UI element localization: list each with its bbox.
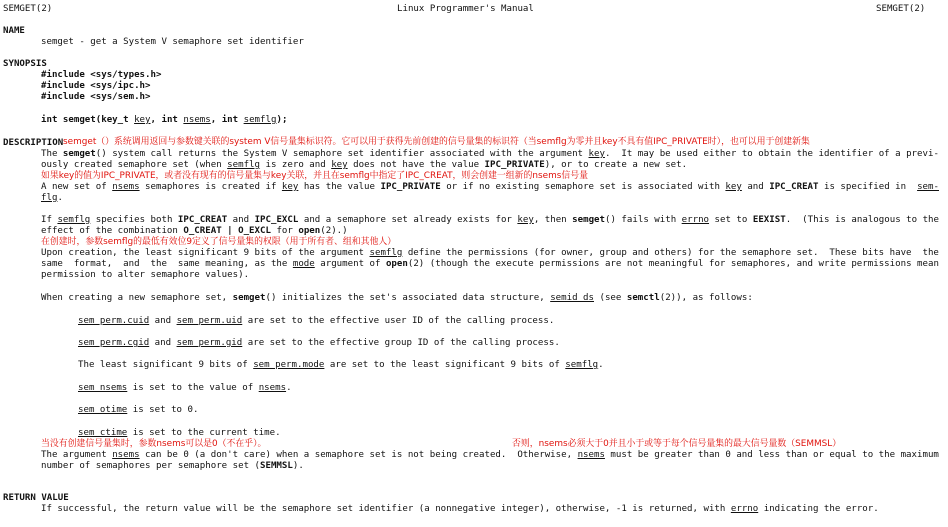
list-item: sem_perm.cgid and sem_perm.gid are set to the effective group ID of the calling process. [78, 338, 560, 348]
desc-p4-line2: same format, and the same meaning, as the mode argument of open(2) (though the execute permissions are not meaningful for semaphores, and write permissions mean [41, 259, 939, 269]
synopsis-heading: SYNOPSIS [3, 59, 47, 69]
include-ipc: #include <sys/ipc.h> [41, 81, 151, 91]
header-left: SEMGET(2) [3, 4, 53, 14]
desc-p3-line2: effect of the combination O_CREAT | O_EXCL for open(2).) [41, 226, 348, 236]
annotation-1: semget（）系统调用返回与参数键关联的system V信号量集标识符。它可以用于获得先前创建的信号量集的标识符（当semflg为零并且key不具有值IPC_PRIVATE时），也可以用于创建新集 [63, 137, 810, 147]
annotation-3: 在创建时，参数semflg的最低有效位9定义了信号量集的权限（用于所有者、组和其他人） [41, 237, 397, 247]
desc-p6-line2: number of semaphores per semaphore set (SEMMSL). [41, 461, 304, 471]
list-item: sem_nsems is set to the value of nsems. [78, 383, 292, 393]
desc-p1-line1: The semget() system call returns the System V semaphore set identifier associated with the argument key. It may be used either to obtain the identifier of a previ- [41, 149, 939, 159]
list-item: sem_otime is set to 0. [78, 405, 199, 415]
description-heading: DESCRIPTION [3, 138, 64, 148]
list-item: sem_perm.cuid and sem_perm.uid are set to the effective user ID of the calling process. [78, 316, 555, 326]
annotation-4: 当没有创建信号量集时，参数nsems可以是0（不在乎）。 [41, 439, 267, 449]
include-types: #include <sys/types.h> [41, 70, 162, 80]
return-value-text: If successful, the return value will be the semaphore set identifier (a nonnegative integer), otherwise, -1 is returned, with errno indicating the error. [41, 504, 879, 514]
include-sem: #include <sys/sem.h> [41, 92, 151, 102]
header-right: SEMGET(2) [876, 4, 926, 14]
annotation-2: 如果key的值为IPC_PRIVATE，或者没有现有的信号量集与key关联，并且在semflg中指定了IPC_CREAT，则会创建一组新的nsems信号量 [41, 171, 589, 181]
desc-p3-line1: If semflg specifies both IPC_CREAT and IPC_EXCL and a semaphore set already exists for key, then semget() fails with errno set to EEXIST. (This is analogous to the [41, 215, 940, 225]
desc-p6-line1: The argument nsems can be 0 (a don't care) when a semaphore set is not being created. Otherwise, nsems must be greater than 0 and less than or equal to the maximum [41, 450, 939, 460]
desc-p5-line1: When creating a new semaphore set, semget() initializes the set's associated data structure, semid_ds (see semctl(2)), as follows: [41, 293, 753, 303]
desc-p2-line1: A new set of nsems semaphores is created if key has the value IPC_PRIVATE or if no existing semaphore set is associated with key and IPC_CREAT is specified in sem- [41, 182, 939, 192]
list-item: sem_ctime is set to the current time. [78, 428, 281, 438]
list-item: The least significant 9 bits of sem_perm.mode are set to the least significant 9 bits of semflg. [78, 360, 604, 370]
function-prototype: int semget(key_t key, int nsems, int semflg); [41, 115, 288, 125]
header-center: Linux Programmer's Manual [397, 4, 534, 14]
return-value-heading: RETURN VALUE [3, 493, 69, 503]
desc-p4-line3: permission to alter semaphore values). [41, 270, 250, 280]
annotation-5: 否则，nsems必须大于0并且小于或等于每个信号量集的最大信号量数（SEMMSL） [512, 439, 842, 449]
desc-p2-line2: flg. [41, 193, 63, 203]
desc-p1-line2: ously created semaphore set (when semflg is zero and key does not have the value IPC_PRIVATE), or to create a new set. [41, 160, 688, 170]
name-heading: NAME [3, 26, 25, 36]
desc-p4-line1: Upon creation, the least significant 9 bits of the argument semflg define the permissions (for owner, group and others) for the semaphore set. These bits have the [41, 248, 939, 258]
name-text: semget - get a System V semaphore set identifier [41, 37, 304, 47]
